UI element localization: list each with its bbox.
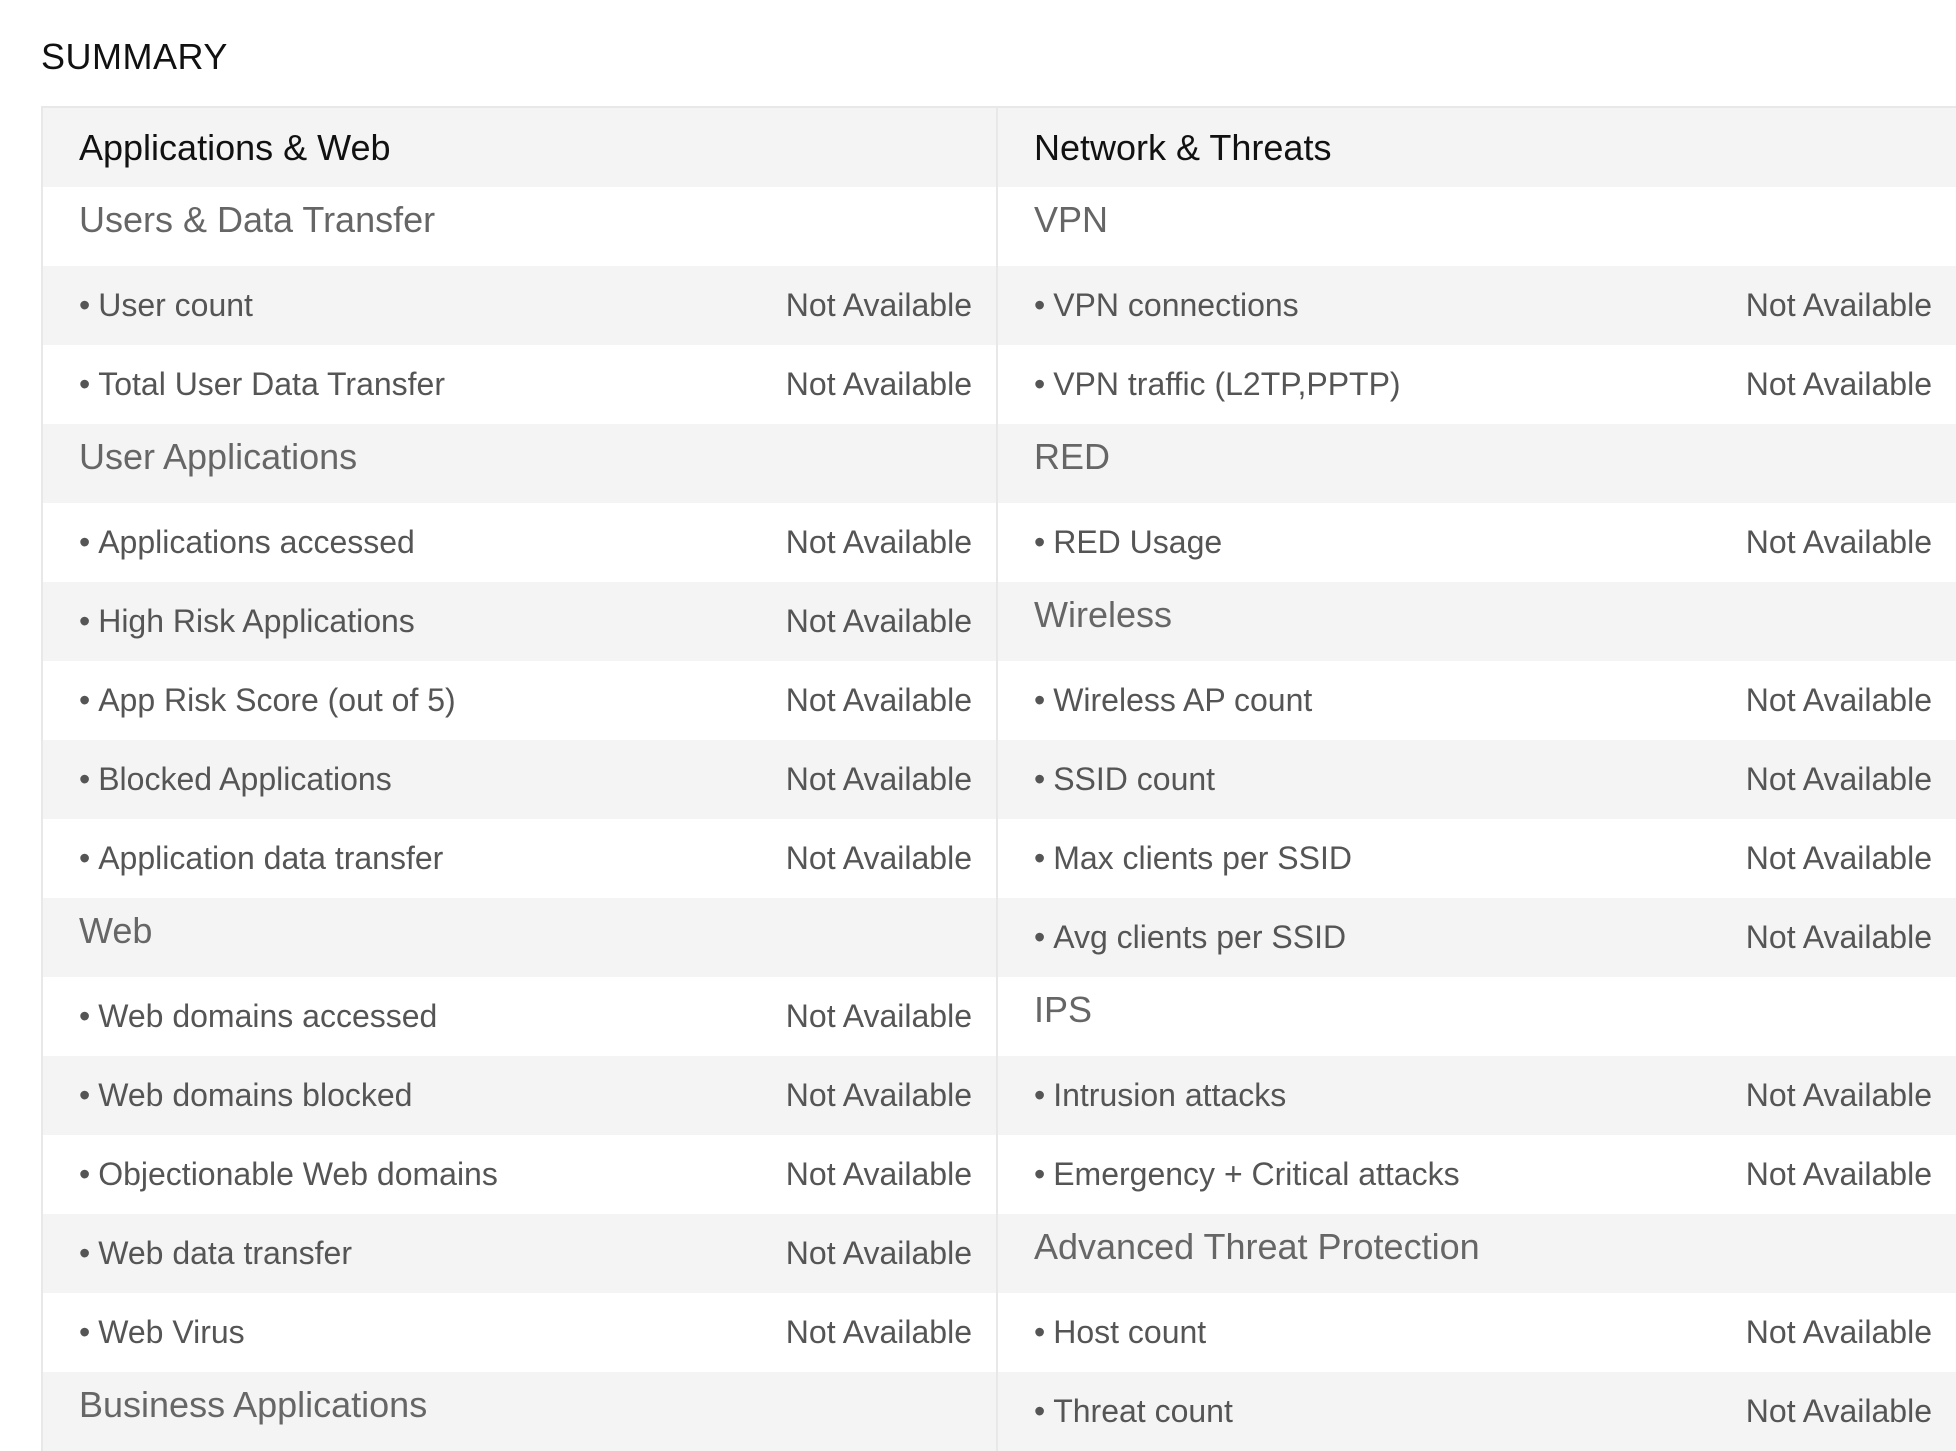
section-heading-label: VPN [1034, 199, 1109, 240]
metric-row [43, 1056, 996, 1135]
metric-label-text: Web domains accessed [98, 998, 438, 1034]
metric-value: Not Available [1745, 1077, 1932, 1113]
metric-value: Not Available [785, 1314, 972, 1350]
metric-label [79, 524, 415, 561]
metric-label [1034, 761, 1215, 798]
bullet-icon: • [1034, 1393, 1046, 1429]
section-heading-label: Business Applications [79, 1384, 428, 1425]
bullet-icon: • [79, 1314, 91, 1350]
bullet-icon: • [79, 761, 91, 797]
bullet-icon: • [1034, 761, 1046, 797]
metric-row [43, 1214, 996, 1293]
metric-row [43, 503, 996, 582]
metric-value: Not Available [1745, 1314, 1932, 1350]
metric-label [79, 1235, 352, 1272]
metric-label [1034, 840, 1352, 877]
section-heading-label: IPS [1034, 989, 1093, 1030]
metric-row [43, 1293, 996, 1372]
metric-label-text: Application data transfer [98, 840, 444, 876]
section-heading-label: Web [79, 910, 153, 951]
metric-label [79, 1314, 245, 1351]
bullet-icon: • [1034, 919, 1046, 955]
metric-label-text: Emergency + Critical attacks [1053, 1156, 1460, 1192]
metric-row [43, 345, 996, 424]
metric-label-text: Web data transfer [98, 1235, 352, 1271]
metric-row [43, 819, 996, 898]
section-heading-label: Advanced Threat Protection [1034, 1226, 1480, 1267]
bullet-icon: • [79, 840, 91, 876]
metric-row [998, 1293, 1956, 1372]
metric-label [1034, 919, 1346, 956]
applications-web-column [43, 108, 998, 1451]
metric-label-text: Objectionable Web domains [98, 1156, 498, 1192]
metric-value: Not Available [1745, 524, 1932, 560]
metric-value: Not Available [785, 1235, 972, 1271]
metric-label [79, 840, 443, 877]
bullet-icon: • [79, 1156, 91, 1192]
section-heading [43, 424, 996, 503]
network-threats-rows [998, 187, 1956, 1451]
bullet-icon: • [1034, 840, 1046, 876]
metric-row [998, 898, 1956, 977]
metric-label [79, 761, 392, 798]
metric-label [79, 603, 415, 640]
section-heading [43, 898, 996, 977]
metric-label-text: Web Virus [98, 1314, 245, 1350]
section-heading [998, 582, 1956, 661]
applications-web-rows [43, 187, 996, 1451]
metric-label [1034, 287, 1299, 324]
metric-value: Not Available [1745, 1156, 1932, 1192]
metric-value: Not Available [1745, 1393, 1932, 1429]
metric-label-text: Total User Data Transfer [98, 366, 445, 402]
metric-value: Not Available [1745, 682, 1932, 718]
section-heading [998, 187, 1956, 266]
metric-label-text: Wireless AP count [1053, 682, 1313, 718]
metric-value: Not Available [785, 603, 972, 639]
metric-row [998, 661, 1956, 740]
metric-label-text: Web domains blocked [98, 1077, 413, 1113]
metric-row [43, 1135, 996, 1214]
bullet-icon: • [79, 524, 91, 560]
metric-value: Not Available [1745, 761, 1932, 797]
bullet-icon: • [1034, 1156, 1046, 1192]
metric-value: Not Available [1745, 287, 1932, 323]
metric-value: Not Available [785, 840, 972, 876]
metric-label [79, 366, 445, 403]
section-heading [43, 1372, 996, 1451]
metric-row [998, 819, 1956, 898]
network-threats-column [998, 108, 1956, 1451]
section-heading [998, 1214, 1956, 1293]
metric-label-text: Blocked Applications [98, 761, 392, 797]
metric-label-text: Avg clients per SSID [1053, 919, 1347, 955]
metric-row [998, 1135, 1956, 1214]
section-heading [998, 977, 1956, 1056]
bullet-icon: • [79, 287, 91, 323]
metric-label-text: Applications accessed [98, 524, 415, 560]
metric-row [998, 740, 1956, 819]
metric-row [998, 345, 1956, 424]
bullet-icon: • [1034, 1314, 1046, 1350]
metric-label [79, 1156, 498, 1193]
bullet-icon: • [79, 1077, 91, 1113]
bullet-icon: • [79, 366, 91, 402]
metric-label-text: Threat count [1053, 1393, 1233, 1429]
metric-label [79, 998, 437, 1035]
bullet-icon: • [79, 603, 91, 639]
metric-label [1034, 1393, 1233, 1430]
metric-label [1034, 1314, 1206, 1351]
metric-value: Not Available [1745, 366, 1932, 402]
metric-value: Not Available [1745, 840, 1932, 876]
column-header-network-threats: Network & Threats [998, 108, 1956, 187]
bullet-icon: • [79, 1235, 91, 1271]
metric-label-text: App Risk Score (out of 5) [98, 682, 456, 718]
metric-value: Not Available [785, 998, 972, 1034]
metric-row [998, 1056, 1956, 1135]
metric-value: Not Available [785, 761, 972, 797]
bullet-icon: • [1034, 524, 1046, 560]
summary-title: SUMMARY [41, 36, 228, 77]
section-heading-label: User Applications [79, 436, 358, 477]
metric-value: Not Available [1745, 919, 1932, 955]
metric-label [79, 287, 253, 324]
metric-label-text: High Risk Applications [98, 603, 415, 639]
metric-row [43, 582, 996, 661]
section-heading [998, 424, 1956, 503]
metric-value: Not Available [785, 1156, 972, 1192]
metric-value: Not Available [785, 1077, 972, 1113]
metric-row [43, 740, 996, 819]
column-header-applications-web: Applications & Web [43, 108, 996, 187]
summary-table [41, 106, 1956, 1451]
metric-label-text: VPN traffic (L2TP,PPTP) [1053, 366, 1401, 402]
bullet-icon: • [1034, 682, 1046, 718]
metric-label-text: Intrusion attacks [1053, 1077, 1287, 1113]
metric-label [1034, 524, 1222, 561]
bullet-icon: • [79, 682, 91, 718]
metric-value: Not Available [785, 524, 972, 560]
bullet-icon: • [1034, 366, 1046, 402]
metric-row [43, 266, 996, 345]
metric-label [79, 1077, 412, 1114]
metric-row [998, 1372, 1956, 1451]
metric-row [43, 661, 996, 740]
metric-label [1034, 1156, 1460, 1193]
metric-label [79, 682, 456, 719]
section-heading-label: Users & Data Transfer [79, 199, 436, 240]
bullet-icon: • [1034, 1077, 1046, 1113]
metric-value: Not Available [785, 682, 972, 718]
metric-row [998, 266, 1956, 345]
section-heading-label: Wireless [1034, 594, 1173, 635]
metric-label-text: VPN connections [1053, 287, 1299, 323]
metric-label-text: User count [98, 287, 253, 323]
bullet-icon: • [1034, 287, 1046, 323]
metric-value: Not Available [785, 366, 972, 402]
metric-label [1034, 682, 1312, 719]
metric-row [998, 503, 1956, 582]
metric-value: Not Available [785, 287, 972, 323]
metric-label-text: Max clients per SSID [1053, 840, 1352, 876]
metric-label-text: Host count [1053, 1314, 1207, 1350]
metric-label [1034, 1077, 1286, 1114]
section-heading-label: RED [1034, 436, 1111, 477]
section-heading [43, 187, 996, 266]
metric-label-text: RED Usage [1053, 524, 1223, 560]
metric-label-text: SSID count [1053, 761, 1216, 797]
bullet-icon: • [79, 998, 91, 1034]
metric-row [43, 977, 996, 1056]
metric-label [1034, 366, 1401, 403]
